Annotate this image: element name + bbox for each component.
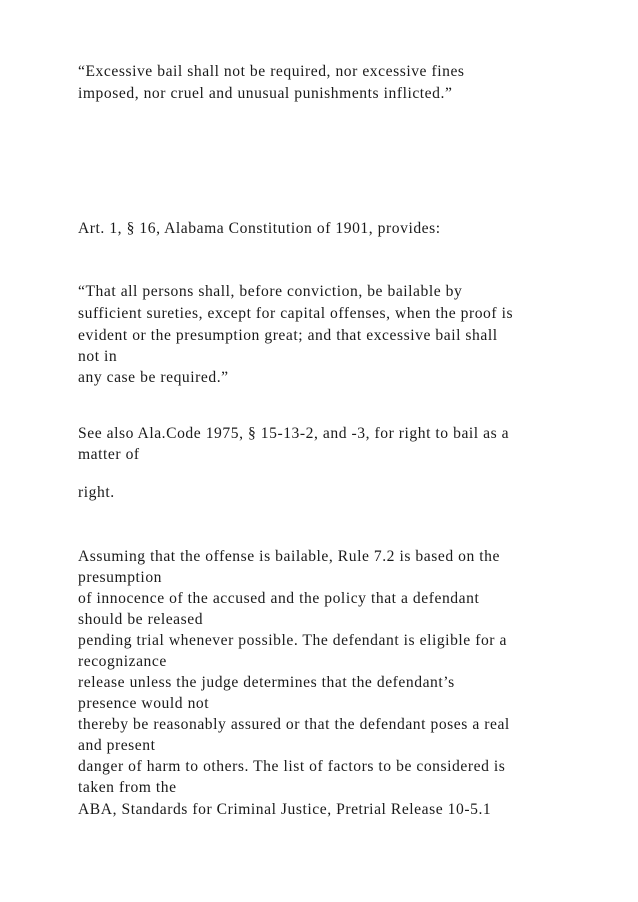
text-line: of innocence of the accused and the policy that a defendant (78, 590, 480, 607)
text-line: Art. 1, § 16, Alabama Constitution of 1901, provides: (78, 220, 441, 237)
text-line: “That all persons shall, before conviction, be bailable by (78, 283, 463, 300)
text-line: any case be required.” (78, 369, 229, 386)
text-line: not in (78, 348, 118, 365)
text-line: presumption (78, 569, 163, 586)
text-line: evident or the presumption great; and that excessive bail shall (78, 327, 498, 344)
text-line: and present (78, 737, 156, 754)
text-line: presence would not (78, 695, 210, 712)
text-line: taken from the (78, 779, 177, 796)
text-line: release unless the judge determines that the defendant’s (78, 674, 455, 691)
text-line: should be released (78, 611, 204, 628)
text-line: Assuming that the offense is bailable, Rule 7.2 is based on the (78, 548, 500, 565)
text-line: imposed, nor cruel and unusual punishments inflicted.” (78, 85, 453, 102)
text-line: sufficient sureties, except for capital offenses, when the proof is (78, 305, 514, 322)
text-line: pending trial whenever possible. The defendant is eligible for a (78, 632, 507, 649)
text-line: matter of (78, 446, 140, 463)
text-line: right. (78, 484, 115, 501)
text-line: See also Ala.Code 1975, § 15-13-2, and -3, for right to bail as a (78, 425, 510, 442)
text-line: “Excessive bail shall not be required, nor excessive fines (78, 63, 465, 80)
text-line: recognizance (78, 653, 167, 670)
text-line: danger of harm to others. The list of factors to be considered is (78, 758, 506, 775)
text-line: thereby be reasonably assured or that the defendant poses a real (78, 716, 510, 733)
text-line: ABA, Standards for Criminal Justice, Pretrial Release 10-5.1 (78, 801, 492, 818)
